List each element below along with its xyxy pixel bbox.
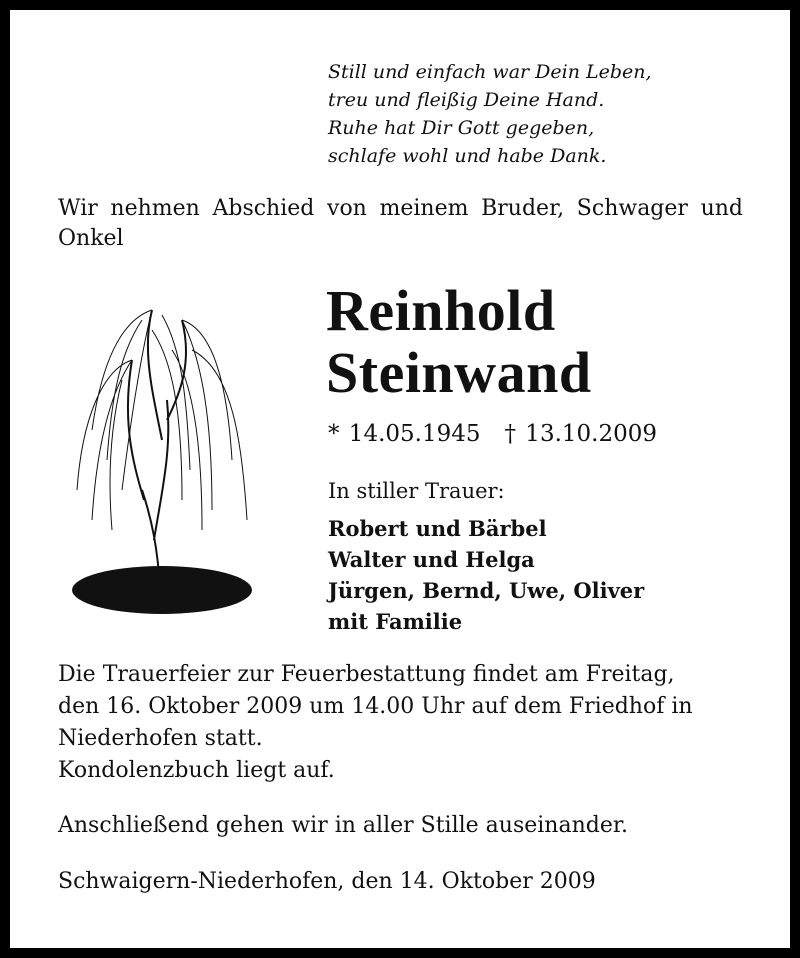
funeral-line: Kondolenzbuch liegt auf. xyxy=(58,758,335,783)
funeral-line: Niederhofen statt. xyxy=(58,726,263,751)
poem-line: treu und fleißig Deine Hand. xyxy=(328,89,605,111)
funeral-line: den 16. Oktober 2009 um 14.00 Uhr auf dem Friedhof in xyxy=(58,694,693,719)
first-name: Reinhold xyxy=(326,278,556,343)
last-name: Steinwand xyxy=(326,340,592,405)
family-member: Robert und Bärbel xyxy=(328,516,547,541)
obituary-notice xyxy=(10,10,790,948)
life-dates xyxy=(328,419,681,449)
death-date: † 13.10.2009 xyxy=(504,421,657,447)
mourning-label: In stiller Trauer: xyxy=(328,479,505,503)
birth-date: * 14.05.1945 xyxy=(328,421,481,447)
poem-line: Ruhe hat Dir Gott gegeben, xyxy=(328,117,595,139)
family-list xyxy=(328,513,644,637)
poem-line: Still und einfach war Dein Leben, xyxy=(328,61,652,83)
funeral-line: Die Trauerfeier zur Feuerbestattung findet am Freitag, xyxy=(58,662,675,687)
intro-line: Wir nehmen Abschied von meinem Bruder, Schwager und xyxy=(58,196,743,221)
poem-line: schlafe wohl und habe Dank. xyxy=(328,145,607,167)
intro-line: Onkel xyxy=(58,226,124,251)
afterwards-text: Anschließend gehen wir in aller Stille auseinander. xyxy=(58,813,628,838)
intro-text xyxy=(58,194,743,254)
family-member: Jürgen, Bernd, Uwe, Oliver xyxy=(328,578,645,603)
funeral-info xyxy=(58,659,693,787)
deceased-name xyxy=(326,280,592,404)
willow-tree-icon xyxy=(62,290,262,630)
place-date: Schwaigern-Niederhofen, den 14. Oktober 2009 xyxy=(58,869,596,894)
family-member: Walter und Helga xyxy=(328,547,535,572)
poem xyxy=(328,58,652,170)
family-member: mit Familie xyxy=(328,609,463,634)
